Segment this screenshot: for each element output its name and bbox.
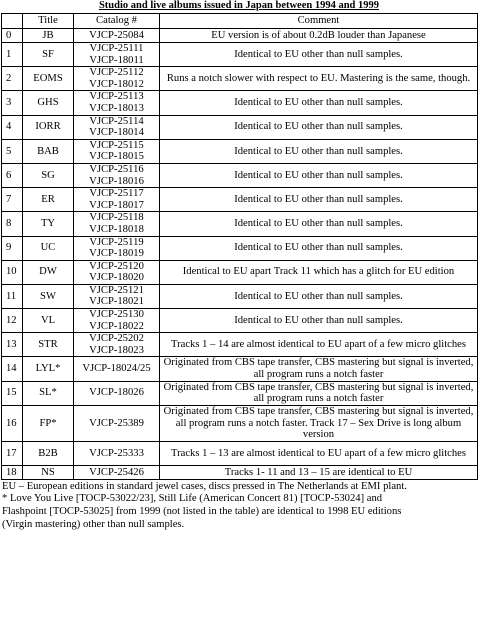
- table-row: [2, 333, 478, 357]
- catalog-number: VJCP-18012: [89, 78, 144, 90]
- catalog-number: VJCP-18022: [89, 320, 144, 332]
- table-row: [2, 284, 478, 308]
- row-title: ER: [23, 188, 74, 212]
- row-catalog: [74, 333, 160, 357]
- catalog-number: VJCP-25130: [89, 309, 144, 321]
- table-row: [2, 91, 478, 115]
- catalog-number: VJCP-25426: [89, 466, 144, 478]
- row-catalog: [74, 357, 160, 381]
- table-row: [2, 441, 478, 465]
- row-index: 12: [2, 309, 23, 333]
- row-comment: Identical to EU other than null samples.: [160, 163, 478, 187]
- catalog-number: VJCP-18024/25: [82, 363, 151, 375]
- row-index: 17: [2, 441, 23, 465]
- row-index: 13: [2, 333, 23, 357]
- row-catalog: [74, 139, 160, 163]
- row-comment: Tracks 1 – 14 are almost identical to EU apart of a few micro glitches: [160, 333, 478, 357]
- catalog-number: VJCP-18023: [89, 344, 144, 356]
- table-row: [2, 260, 478, 284]
- table-row: [2, 139, 478, 163]
- row-title: B2B: [23, 441, 74, 465]
- row-title: NS: [23, 465, 74, 479]
- row-catalog: [74, 441, 160, 465]
- table-row: [2, 465, 478, 479]
- row-catalog: [74, 381, 160, 405]
- row-index: 10: [2, 260, 23, 284]
- row-comment: Identical to EU other than null samples.: [160, 236, 478, 260]
- row-index: 6: [2, 163, 23, 187]
- catalog-number: VJCP-25121: [89, 284, 144, 296]
- table-row: [2, 115, 478, 139]
- row-catalog: [74, 212, 160, 236]
- table-row: [2, 67, 478, 91]
- row-title: DW: [23, 260, 74, 284]
- catalog-number: VJCP-18026: [89, 387, 144, 399]
- catalog-number: VJCP-25113: [89, 91, 144, 103]
- catalog-number: VJCP-25118: [89, 212, 144, 224]
- row-index: 4: [2, 115, 23, 139]
- row-comment: Identical to EU other than null samples.: [160, 91, 478, 115]
- row-title: STR: [23, 333, 74, 357]
- catalog-number: VJCP-25117: [89, 188, 144, 200]
- row-title: SF: [23, 43, 74, 67]
- table-row: [2, 357, 478, 381]
- row-index: 14: [2, 357, 23, 381]
- table-body: [2, 29, 478, 480]
- row-title: TY: [23, 212, 74, 236]
- table-row: [2, 163, 478, 187]
- catalog-number: VJCP-18013: [89, 102, 144, 114]
- row-catalog: [74, 236, 160, 260]
- document-title: Studio and live albums issued in Japan between 1994 and 1999: [98, 0, 380, 11]
- catalog-number: VJCP-18021: [89, 296, 144, 308]
- row-title: SG: [23, 163, 74, 187]
- catalog-number: VJCP-18016: [89, 175, 144, 187]
- row-comment: Identical to EU other than null samples.: [160, 284, 478, 308]
- row-comment: Identical to EU other than null samples.: [160, 43, 478, 67]
- row-index: 2: [2, 67, 23, 91]
- row-index: 3: [2, 91, 23, 115]
- row-catalog: [74, 284, 160, 308]
- footnote-line: * Love You Live [TOCP-53022/23], Still Life (American Concert 81) [TOCP-53024] and: [2, 493, 383, 505]
- header-comment: Comment: [160, 14, 478, 29]
- row-comment: Originated from CBS tape transfer, CBS mastering but signal is inverted, all program runs a notch faster: [160, 381, 478, 405]
- table-row: [2, 309, 478, 333]
- table-row: [2, 212, 478, 236]
- row-catalog: [74, 91, 160, 115]
- catalog-number: VJCP-25202: [89, 333, 144, 345]
- row-title: BAB: [23, 139, 74, 163]
- table-row: [2, 381, 478, 405]
- catalog-number: VJCP-25114: [89, 115, 144, 127]
- row-title: UC: [23, 236, 74, 260]
- footnote-line: Flashpoint [TOCP-53025] from 1999 (not listed in the table) are identical to 1998 EU editions: [2, 506, 402, 517]
- catalog-number: VJCP-25084: [89, 29, 144, 41]
- row-comment: Tracks 1- 11 and 13 – 15 are identical to EU: [160, 465, 478, 479]
- footnote-line: EU – European editions in standard jewel cases, discs pressed in The Netherlands at EMI plant.: [2, 480, 407, 492]
- row-catalog: [74, 43, 160, 67]
- row-index: 5: [2, 139, 23, 163]
- row-index: 8: [2, 212, 23, 236]
- row-title: JB: [23, 29, 74, 43]
- row-comment: Identical to EU other than null samples.: [160, 309, 478, 333]
- header-title: Title: [23, 14, 74, 29]
- table-row: [2, 405, 478, 441]
- row-catalog: [74, 163, 160, 187]
- row-index: 11: [2, 284, 23, 308]
- row-title: LYL*: [23, 357, 74, 381]
- row-index: 9: [2, 236, 23, 260]
- row-title: SL*: [23, 381, 74, 405]
- catalog-number: VJCP-18015: [89, 151, 144, 163]
- row-catalog: [74, 260, 160, 284]
- catalog-number: VJCP-18014: [89, 127, 144, 139]
- row-comment: Tracks 1 – 13 are almost identical to EU apart of a few micro glitches: [160, 441, 478, 465]
- row-comment: Identical to EU other than null samples.: [160, 188, 478, 212]
- row-comment: Identical to EU apart Track 11 which has a glitch for EU edition: [160, 260, 478, 284]
- catalog-number: VJCP-18019: [89, 248, 144, 260]
- footnotes: [1, 481, 477, 531]
- row-title: GHS: [23, 91, 74, 115]
- row-comment: Identical to EU other than null samples.: [160, 212, 478, 236]
- row-catalog: [74, 115, 160, 139]
- row-index: 18: [2, 465, 23, 479]
- catalog-number: VJCP-25116: [89, 163, 144, 175]
- row-catalog: [74, 465, 160, 479]
- row-comment: Originated from CBS tape transfer, CBS mastering but signal is inverted, all program runs a notch faster: [160, 357, 478, 381]
- catalog-number: VJCP-18020: [89, 272, 144, 284]
- row-title: EOMS: [23, 67, 74, 91]
- row-index: 1: [2, 43, 23, 67]
- catalog-number: VJCP-18017: [89, 199, 144, 211]
- row-comment: Originated from CBS tape transfer, CBS mastering but signal is inverted, all program runs a notch faster. Track 17 – Sex Drive is long album version: [160, 405, 478, 441]
- table-header-row: [2, 14, 478, 29]
- catalog-number: VJCP-25389: [89, 417, 144, 429]
- row-catalog: [74, 67, 160, 91]
- table-row: [2, 43, 478, 67]
- catalog-number: VJCP-25333: [89, 447, 144, 459]
- row-comment: EU version is of about 0.2dB louder than Japanese: [160, 29, 478, 43]
- catalog-number: VJCP-25115: [89, 139, 144, 151]
- catalog-number: VJCP-25120: [89, 260, 144, 272]
- row-title: SW: [23, 284, 74, 308]
- row-comment: Runs a notch slower with respect to EU. Mastering is the same, though.: [160, 67, 478, 91]
- row-comment: Identical to EU other than null samples.: [160, 115, 478, 139]
- row-index: 15: [2, 381, 23, 405]
- row-title: FP*: [23, 405, 74, 441]
- catalog-number: VJCP-25112: [89, 67, 144, 79]
- row-comment: Identical to EU other than null samples.: [160, 139, 478, 163]
- row-index: 0: [2, 29, 23, 43]
- row-catalog: [74, 309, 160, 333]
- row-title: IORR: [23, 115, 74, 139]
- footnote-line: (Virgin mastering) other than null samples.: [2, 518, 185, 530]
- albums-table: [1, 13, 478, 480]
- table-row: [2, 29, 478, 43]
- row-title: VL: [23, 309, 74, 333]
- catalog-number: VJCP-18011: [89, 54, 144, 66]
- row-catalog: [74, 29, 160, 43]
- catalog-number: VJCP-25119: [89, 236, 144, 248]
- table-row: [2, 188, 478, 212]
- table-row: [2, 236, 478, 260]
- catalog-number: VJCP-25111: [89, 43, 144, 54]
- row-index: 7: [2, 188, 23, 212]
- row-index: 16: [2, 405, 23, 441]
- row-catalog: [74, 188, 160, 212]
- row-catalog: [74, 405, 160, 441]
- header-index: [2, 14, 23, 29]
- header-catalog: Catalog #: [74, 14, 160, 29]
- catalog-number: VJCP-18018: [89, 223, 144, 235]
